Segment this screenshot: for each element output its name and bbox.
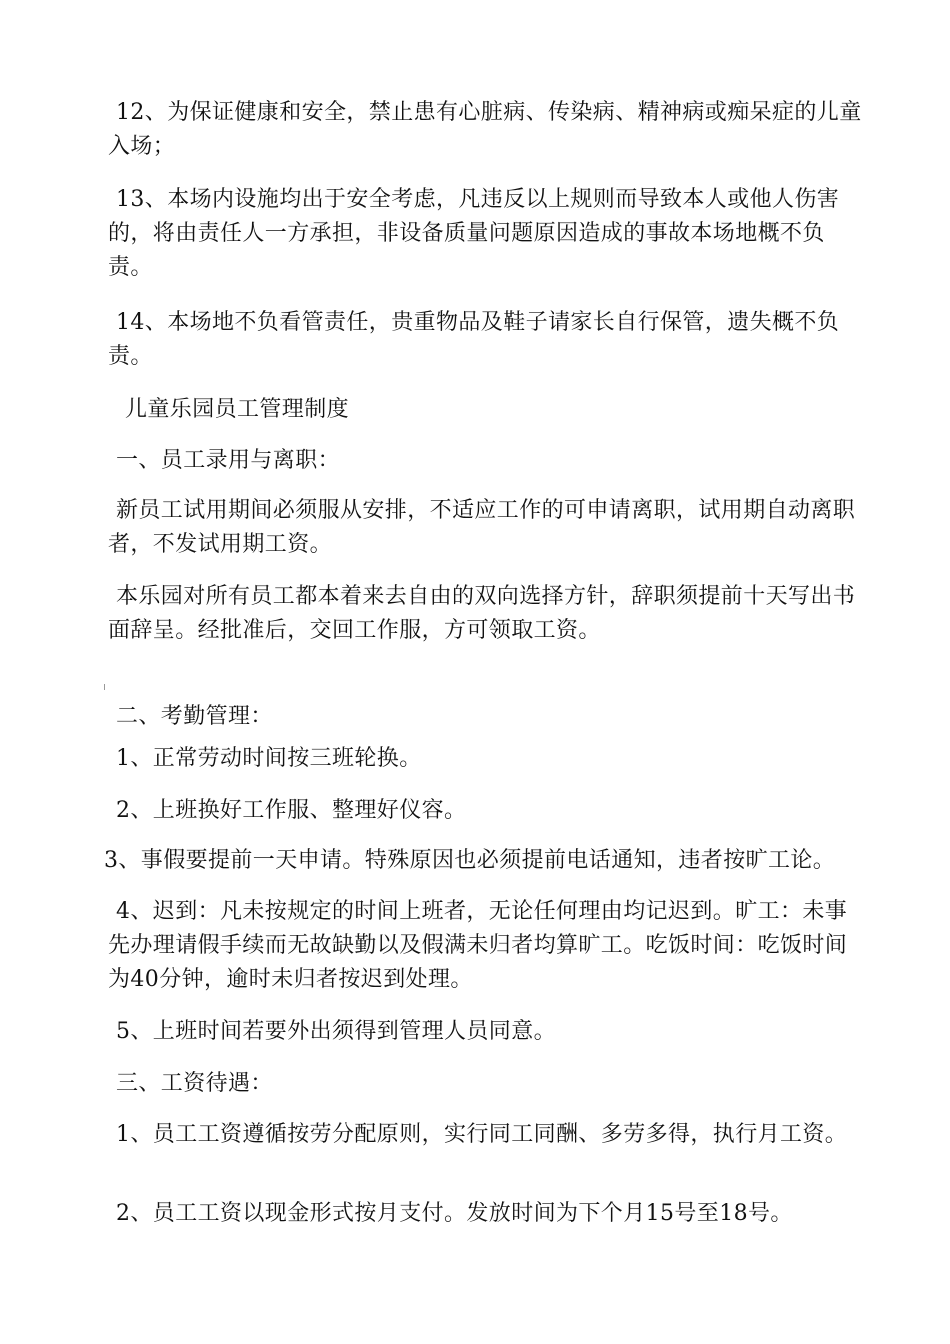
probation-paragraph: 新员工试用期间必须服从安排，不适应工作的可申请离职，试用期自动离职者，不发试用期工资。	[108, 498, 856, 557]
attendance-item-2: 2、上班换好工作服、整理好仪容。	[116, 798, 467, 823]
rule-13-paragraph: 13、本场内设施均出于安全考虑，凡违反以上规则而导致本人或他人伤害的，将由责任人一方承担，非设备质量问题原因造成的事故本场地概不负责。	[108, 187, 840, 280]
section-2-heading: 二、考勤管理：	[116, 704, 273, 729]
resignation-paragraph: 本乐园对所有员工都本着来去自由的双向选择方针，辞职须提前十天写出书面辞呈。经批准后，交回工作服，方可领取工资。	[108, 584, 856, 643]
attendance-item-4: 4、迟到：凡未按规定的时间上班者，无论任何理由均记迟到。旷工：未事先办理请假手续而无故缺勤以及假满未归者均算旷工。吃饭时间：吃饭时间为40分钟，逾时未归者按迟到处理。	[108, 899, 848, 992]
attendance-item-3: 3、事假要提前一天申请。特殊原因也必须提前电话通知，违者按旷工论。	[104, 848, 836, 873]
salary-item-2: 2、员工工资以现金形式按月支付。发放时间为下个月15号至18号。	[116, 1201, 793, 1226]
section-1-heading: 一、员工录用与离职：	[116, 448, 341, 473]
rule-12-paragraph: 12、为保证健康和安全，禁止患有心脏病、传染病、精神病或痴呆症的儿童入场；	[108, 100, 862, 159]
section-3-heading: 三、工资待遇：	[116, 1071, 273, 1096]
section-title: 儿童乐园员工管理制度	[125, 397, 350, 422]
attendance-item-5: 5、上班时间若要外出须得到管理人员同意。	[116, 1019, 556, 1044]
attendance-item-1: 1、正常劳动时间按三班轮换。	[116, 746, 422, 771]
rule-14-paragraph: 14、本场地不负看管责任，贵重物品及鞋子请家长自行保管，遗失概不负责。	[108, 310, 840, 369]
salary-item-1: 1、员工工资遵循按劳分配原则，实行同工同酬、多劳多得，执行月工资。	[116, 1122, 848, 1147]
stray-mark	[104, 684, 105, 690]
